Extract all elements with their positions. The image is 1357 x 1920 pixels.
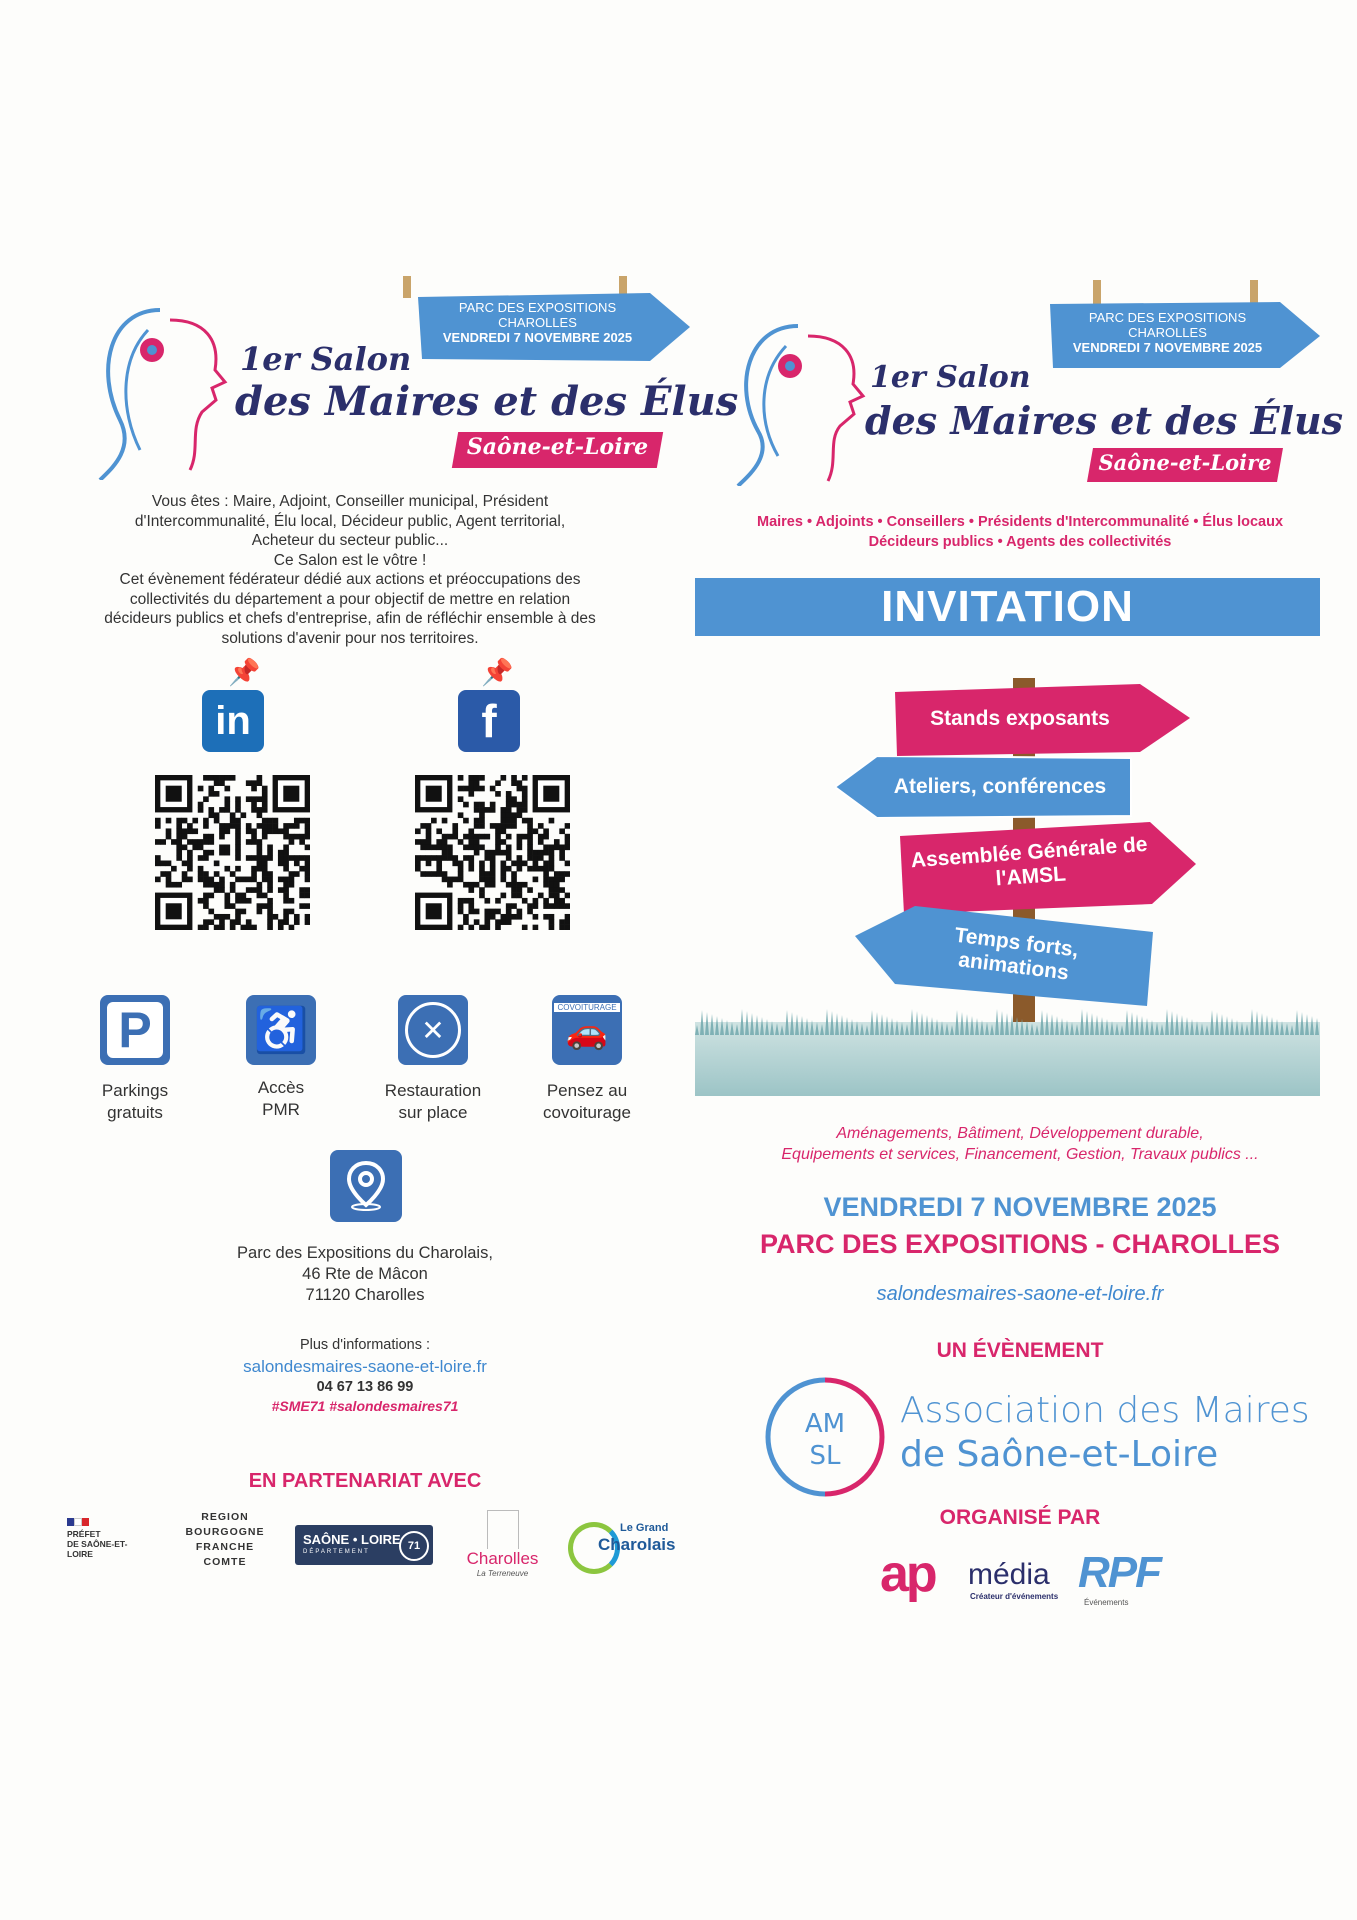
- parking-glyph: P: [107, 1002, 163, 1058]
- restaurant-icon: [398, 995, 468, 1065]
- pushpin-icon: 📌: [481, 657, 514, 687]
- grand-charolais-top: Le Grand: [620, 1522, 669, 1534]
- event-date: VENDREDI 7 NOVEMBRE 2025: [823, 1192, 1217, 1222]
- charolles-logo-text: Charolles: [466, 1549, 539, 1568]
- service-label-line: Parkings: [101, 1081, 169, 1100]
- phone-number: 04 67 13 86 99: [316, 1379, 414, 1395]
- themes-text: [700, 1123, 1340, 1165]
- intro-line: Cet évènement fédérateur dédié aux actions et préoccupations des: [119, 571, 581, 588]
- saone-loire-department-logo: [295, 1525, 433, 1565]
- address-line: 71120 Charolles: [305, 1286, 425, 1304]
- sign-line-1: PARC DES EXPOSITIONS: [458, 300, 617, 315]
- address-line: 46 Rte de Mâcon: [302, 1265, 428, 1283]
- service-label-line: Restauration: [384, 1081, 482, 1100]
- region-line: BOURGOGNE: [185, 1526, 265, 1538]
- map-pin-icon: [330, 1150, 402, 1222]
- grand-charolais-logo: [568, 1518, 680, 1570]
- intro-line: collectivités du département a pour objectif de mettre en relation: [129, 590, 571, 608]
- ap-logo-text: ap: [880, 1545, 935, 1603]
- wheelchair-icon: ♿: [246, 995, 316, 1065]
- sign-line-1: PARC DES EXPOSITIONS: [1088, 310, 1247, 325]
- grand-charolais-text: Charolais: [598, 1535, 676, 1554]
- region-title: Saône-et-Loire: [1098, 450, 1272, 475]
- rpf-logo: [1078, 1548, 1168, 1608]
- sign-line-2: CHAROLLES: [1128, 325, 1207, 340]
- amsl-logo: [760, 1372, 890, 1502]
- service-label-restaurant: [368, 1080, 498, 1124]
- audience-line: Décideurs publics • Agents des collectivités: [868, 534, 1172, 550]
- facebook-qr-code[interactable]: [415, 775, 570, 930]
- prefet-line: DE SAÔNE-ET-LOIRE: [67, 1539, 128, 1559]
- intro-text: [70, 492, 630, 648]
- website-link-right[interactable]: salondesmaires-saone-et-loire.fr: [876, 1283, 1164, 1305]
- address-line: Parc des Expositions du Charolais,: [237, 1244, 493, 1262]
- sign-line-3: VENDREDI 7 NOVEMBRE 2025: [1072, 340, 1263, 355]
- svg-text:SL: SL: [809, 1441, 841, 1471]
- prefet-line: PRÉFET: [67, 1529, 101, 1539]
- header-sign-post-left: [403, 276, 411, 298]
- woman-profile-logo-right: [728, 316, 868, 486]
- service-label-parking: [70, 1080, 200, 1124]
- linkedin-icon[interactable]: in: [202, 690, 264, 752]
- header-sign-text: [1055, 310, 1280, 355]
- service-label-carpool: [522, 1080, 652, 1124]
- organized-label: ORGANISÉ PAR: [939, 1506, 1101, 1529]
- parking-icon: [100, 995, 170, 1065]
- carpool-icon: [552, 995, 622, 1065]
- event-label: UN ÉVÈNEMENT: [936, 1339, 1104, 1362]
- event-title-prefix: 1er Salon: [870, 360, 1031, 395]
- themes-line: Aménagements, Bâtiment, Développement durable,: [836, 1125, 1204, 1142]
- charolles-logo: [455, 1510, 550, 1578]
- sign-line-2: CHAROLLES: [498, 315, 577, 330]
- amsl-name-line2: de Saône-et-Loire: [900, 1434, 1219, 1475]
- saone-logo-text: SAÔNE • LOIRE: [303, 1532, 401, 1547]
- charolles-logo-sub: La Terreneuve: [476, 1569, 529, 1578]
- woman-profile-logo-left: [90, 300, 230, 480]
- event-title-prefix: 1er Salon: [240, 340, 412, 378]
- ap-media-logo: [880, 1545, 1080, 1608]
- themes-line: Equipements et services, Financement, Gestion, Travaux publics ...: [781, 1146, 1259, 1163]
- intro-line: solutions d'avenir pour nos territoires.: [221, 629, 479, 647]
- linkedin-qr-code[interactable]: [155, 775, 310, 930]
- service-label-line: Accès: [257, 1078, 305, 1097]
- sign-label-stands: Stands exposants: [930, 706, 1110, 730]
- saone-logo-number: 71: [399, 1531, 429, 1561]
- audience-line: Maires • Adjoints • Conseillers • Présidents d'Intercommunalité • Élus locaux: [756, 514, 1284, 530]
- region-title: Saône-et-Loire: [466, 434, 649, 460]
- sign-label-temps-forts: Temps forts, animations: [953, 923, 1080, 985]
- rpf-logo-text: RPF: [1078, 1548, 1160, 1597]
- sign-label-ateliers: Ateliers, conférences: [893, 774, 1107, 798]
- pushpin-icon: 📌: [228, 657, 261, 687]
- service-label-line: sur place: [398, 1103, 468, 1122]
- service-label-line: covoiturage: [543, 1103, 631, 1122]
- invitation-banner: INVITATION: [695, 578, 1320, 636]
- sign-label-assemblee: Assemblée Générale de l'AMSL: [910, 832, 1149, 891]
- event-title: des Maires et des Élus: [235, 378, 739, 425]
- prefet-logo: [67, 1518, 147, 1559]
- sign-line-3: VENDREDI 7 NOVEMBRE 2025: [442, 330, 633, 345]
- intro-line: d'Intercommunalité, Élu local, Décideur public, Agent territorial,: [134, 512, 566, 530]
- partners-title: EN PARTENARIAT AVEC: [248, 1470, 482, 1492]
- saone-logo-sub: DÉPARTEMENT: [303, 1549, 370, 1555]
- service-label-line: gratuits: [107, 1103, 163, 1122]
- carpool-badge: COVOITURAGE: [554, 1003, 619, 1012]
- rpf-logo-sub: Événements: [1084, 1598, 1129, 1607]
- facebook-icon[interactable]: f: [458, 690, 520, 752]
- media-logo-text: média: [968, 1558, 1050, 1591]
- hashtags: #SME71 #salondesmaires71: [271, 1398, 459, 1414]
- media-logo-sub: Créateur d'événements: [970, 1592, 1059, 1601]
- intro-line: Acheteur du secteur public...: [251, 532, 449, 549]
- website-link-left[interactable]: salondesmaires-saone-et-loire.fr: [243, 1357, 487, 1376]
- grass-blades: [695, 1005, 1320, 1035]
- service-label-line: PMR: [262, 1100, 300, 1119]
- audience-text: [700, 512, 1340, 552]
- region-line: COMTE: [203, 1556, 247, 1568]
- svg-text:AM: AM: [804, 1409, 846, 1439]
- region-bfc-logo: [185, 1510, 265, 1570]
- region-line: REGION: [201, 1511, 249, 1523]
- address-block: [180, 1243, 550, 1306]
- intro-line: décideurs publics et chefs d'entreprise, afin de réfléchir ensemble à des: [104, 610, 596, 627]
- region-line: FRANCHE: [195, 1541, 255, 1553]
- intro-line: Ce Salon est le vôtre !: [273, 551, 427, 569]
- header-sign-text: [425, 300, 650, 345]
- car-glyph: 🚗: [565, 1012, 609, 1051]
- amsl-name-line1: Association des Maires: [900, 1390, 1310, 1431]
- cutlery-glyph: ✕: [405, 1002, 461, 1058]
- intro-line: Vous êtes : Maire, Adjoint, Conseiller municipal, Président: [151, 493, 549, 510]
- service-label-line: Pensez au: [546, 1081, 628, 1100]
- event-title: des Maires et des Élus: [865, 398, 1344, 443]
- event-place: PARC DES EXPOSITIONS - CHAROLLES: [759, 1229, 1281, 1259]
- info-label: Plus d'informations :: [299, 1337, 431, 1353]
- service-label-pmr: [216, 1077, 346, 1121]
